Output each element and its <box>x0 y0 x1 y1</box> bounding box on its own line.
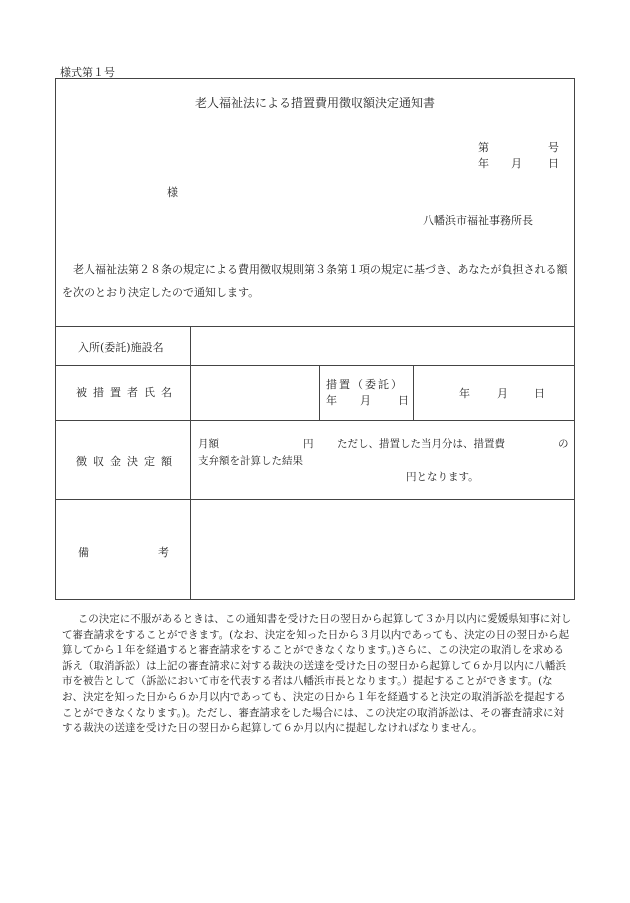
label-column-divider <box>190 326 191 600</box>
date-month: 月 <box>511 157 522 170</box>
number-dai: 第 <box>478 141 489 154</box>
row-divider-1 <box>55 365 575 366</box>
amount-note-2: 支弁額を計算した結果 <box>198 455 303 467</box>
body-text: 老人福祉法第２８条の規定による費用徴収規則第３条第１項の規定に基づき、あなたが負担される額を次のとおり決定したので通知します。 <box>62 263 568 299</box>
date-day: 日 <box>548 157 559 170</box>
issuer-name: 八幡浜市福祉事務所長 <box>423 214 533 227</box>
measure-value-day: 日 <box>534 387 545 400</box>
amount-monthly: 月額 <box>198 438 219 450</box>
remarks-label-a: 備 <box>78 546 89 559</box>
amount-note-1: ただし、措置した当月分は、措置費 <box>337 438 505 450</box>
row-divider-2 <box>55 420 575 421</box>
measure-label: 措置（委託） <box>326 378 404 391</box>
facility-label: 入所(委託)施設名 <box>78 341 164 354</box>
table-top-line <box>55 326 575 327</box>
person-label: 被措置者氏名 <box>76 386 178 399</box>
measure-right-divider <box>413 365 414 420</box>
measure-value-year: 年 <box>459 387 470 400</box>
amount-yen: 円 <box>303 438 314 450</box>
measure-month: 月 <box>360 394 371 407</box>
document-title: 老人福祉法による措置費用徴収額決定通知書 <box>194 96 435 110</box>
appeal-notice: この決定に不服があるときは、この通知書を受けた日の翌日から起算して３か月以内に愛媛県知事に対して審査請求をすることができます。(なお、決定を知った日から３月以内であっても、決定の日の翌日から起算してから１年を経過すると審査請求をすることができなくなります。)さらに、この決定の取消しを求める訴え（取消訴訟）は上記の審査請求に対する裁決の送達を受けた日の翌日から起算して６か月以内に八幡浜市を被告として（訴訟において市を代表する者は八幡浜市長となります。）提起することができます。(なお、決定を知った日から６か月以内であっても、決定の日から１年を経過すると決定の取消訴訟を提起することができなくなります。)。ただし、審査請求をした場合には、この決定の取消訴訟は、その審査請求に対する裁決の送達を受けた日の翌日から起算して６か月以内に提起しなければなりません。 <box>62 613 572 735</box>
amount-label: 徴収金決定額 <box>76 455 178 468</box>
measure-value-month: 月 <box>497 387 508 400</box>
date-year: 年 <box>478 157 489 170</box>
addressee-honorific: 様 <box>167 186 178 199</box>
amount-note-no: の <box>558 438 569 450</box>
form-number: 様式第１号 <box>60 66 115 79</box>
remarks-label-b: 考 <box>158 546 169 559</box>
row-divider-3 <box>55 499 575 500</box>
number-go: 号 <box>548 141 559 154</box>
measure-year: 年 <box>326 394 337 407</box>
amount-note-3: 円となります。 <box>406 471 479 483</box>
measure-day: 日 <box>398 394 409 407</box>
measure-left-divider <box>319 365 320 420</box>
